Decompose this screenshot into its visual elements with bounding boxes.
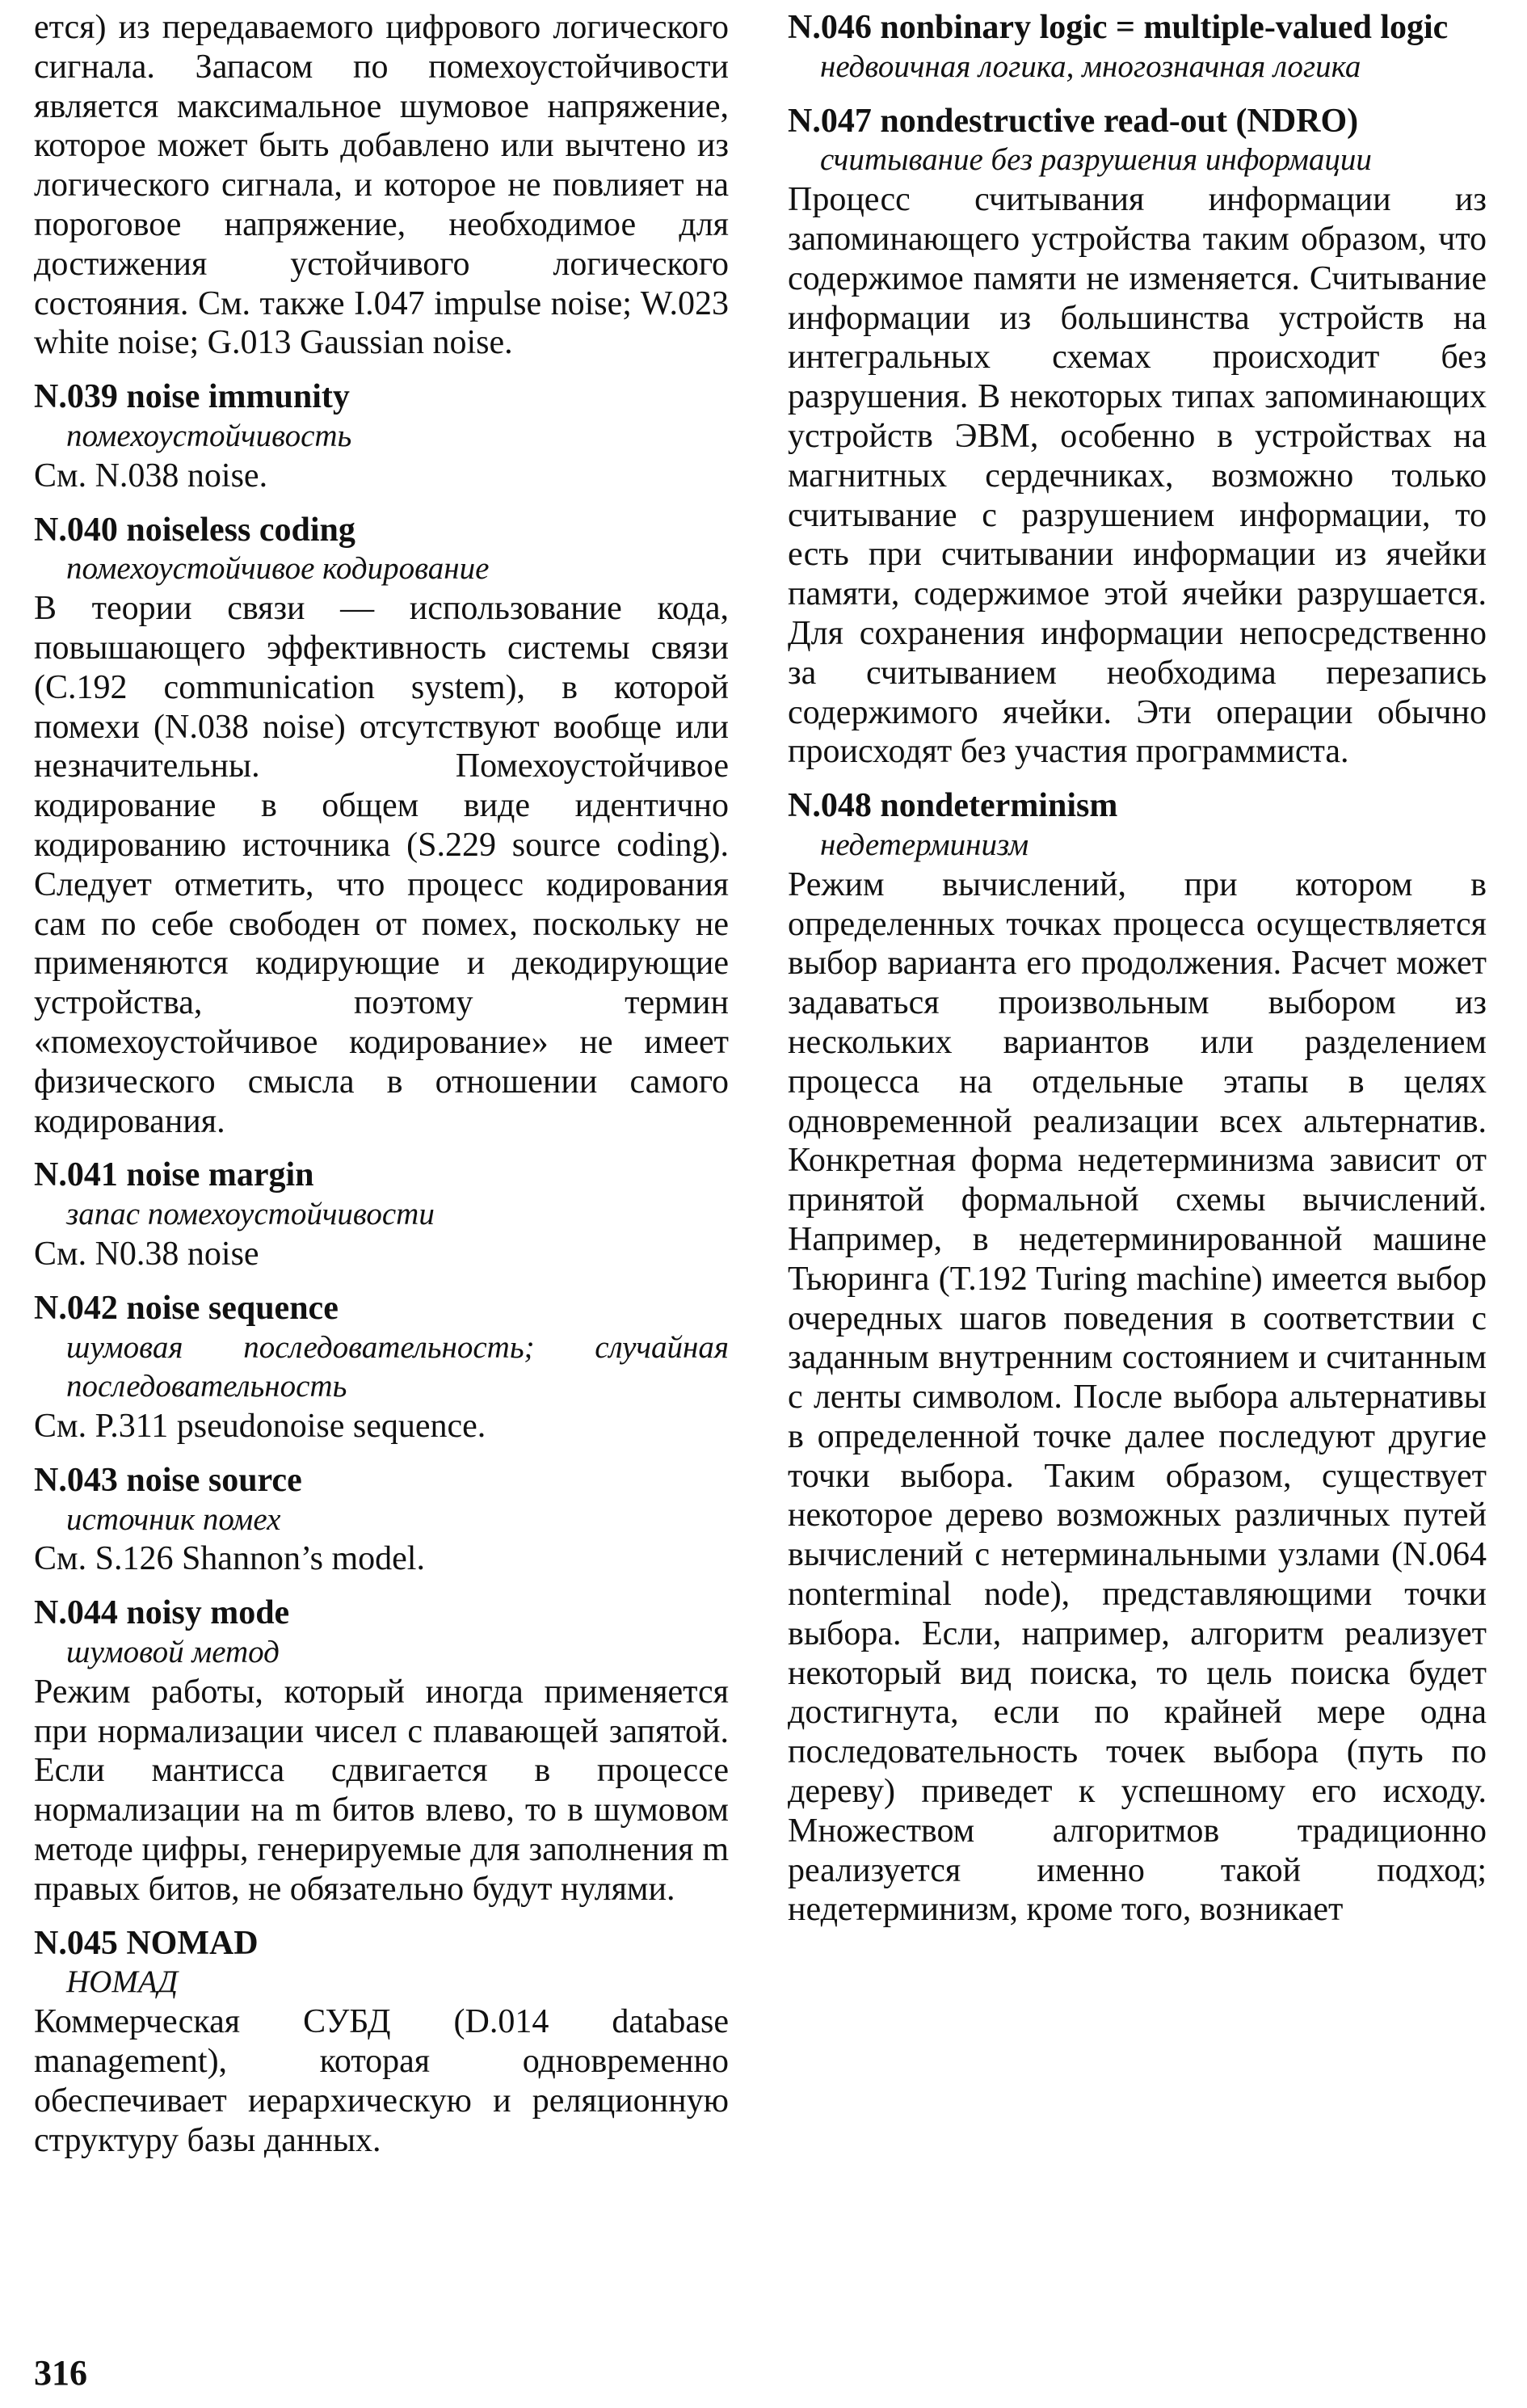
entry-heading: N.039 noise immunity <box>34 378 350 416</box>
entry-body: В теории связи — использование кода, повышающего эффективность системы связи (C.192 communication system), в которой помехи (N.038 noise) отсутствуют вообще или незначительны. Помехоустойчивое кодирование в общем виде идентично кодированию источника (S.229 source coding). Следует отметить, что процесс кодирования сам по себе свободен от помех, поскольку не применяются кодирующие и декодирующие устройства, поэтому термин «помехоустойчивое кодирование» не имеет физического смысла в отношении самого кодирования. <box>34 590 729 1140</box>
entry-n047 <box>788 102 1487 772</box>
entry-translation: источник помех <box>66 1501 281 1537</box>
entry-n040 <box>34 511 729 1142</box>
entry-body: Режим вычислений, при котором в определенных точках процесса осуществляется выбор варианта его продолжения. Расчет может задаваться произвольным выбором из нескольких вариантов или разделением процесса на отдельные этапы в целях одновременной реализации всех альтернатив. Конкретная форма недетерминизма зависит от принятой формальной схемы вычислений. Например, в недетерминированной машине Тьюринга (T.192 Turing machine) имеется выбор очередных шагов поведения в соответствии с заданным внутренним состоянием и считанным с ленты символом. После выбора альтернативы в определенной точке далее последуют другие точки выбора. Таким образом, существует некоторое дерево возможных различных путей вычислений с нетерминальными узлами (N.064 nonterminal node), представляющими точки выбора. Если, например, алгоритм реализует некоторый вид поиска, то цель поиска будет достигнута, если по крайней мере одна последовательность точек выбора (путь по дереву) приведет к успешному его исходу. Множеством алгоритмов традиционно реализуется именно такой подход; недетерминизм, кроме того, возникает <box>788 865 1487 1929</box>
entry-n042 <box>34 1289 729 1446</box>
entry-body: Режим работы, который иногда применяется при нормализации чисел с плавающей запятой. Если мантисса сдвигается в процессе нормализации на m битов влево, то в шумовом методе цифры, генерируемые для заполнения m правых битов, не обязательно будут нулями. <box>34 1673 729 1908</box>
entry-translation: считывание без разрушения информации <box>820 142 1372 178</box>
entry-body: Коммерческая СУБД (D.014 database management), которая одновременно обеспечивает иерархическую и реляционную структуру базы данных. <box>34 2003 729 2159</box>
entry-heading: N.041 noise margin <box>34 1156 314 1194</box>
entry-body: См. S.126 Shannon’s model. <box>34 1540 425 1578</box>
entry-n045 <box>34 1924 729 2161</box>
entry-heading: N.042 noise sequence <box>34 1289 339 1327</box>
entry-translation: НОМАД <box>66 1964 179 2000</box>
entry-heading: N.046 nonbinary logic = multiple-valued logic <box>788 9 1449 46</box>
entry-heading: N.043 noise source <box>34 1461 302 1499</box>
entry-translation: недвоичная логика, многозначная логика <box>820 48 1361 84</box>
entry-body: См. P.311 pseudonoise sequence. <box>34 1408 486 1446</box>
right-column <box>788 8 1487 1930</box>
entry-translation: шумовая последовательность; случайная последовательность <box>66 1329 729 1404</box>
entry-n043 <box>34 1461 729 1579</box>
entry-translation: запас помехоустойчивости <box>66 1197 435 1232</box>
continued-paragraph: ется) из передаваемого цифрового логического сигнала. Запасом по помехоустойчивости является максимальное шумовое напряжение, которое может быть добавлено или вычтено из логического сигнала, и которое не повлияет на пороговое напряжение, необходимое для достижения устойчивого логического состояния. См. также I.047 impulse noise; W.023 white noise; G.013 Gaussian noise. <box>34 9 729 362</box>
entry-n041 <box>34 1156 729 1273</box>
entry-n046 <box>788 8 1487 87</box>
page-number: 316 <box>34 2353 87 2393</box>
left-column <box>34 8 729 2160</box>
entry-n039 <box>34 377 729 495</box>
entry-n044 <box>34 1593 729 1909</box>
entry-body: Процесс считывания информации из запоминающего устройства таким образом, что содержимое памяти не изменяется. Считывание информации из большинства устройств на интегральных схемах происходит без разрушения. В некоторых типах запоминающих устройств ЭВМ, особенно в устройствах на магнитных сердечниках, возможно только считывание с разрушением информации, то есть при считывании информации из ячейки памяти, содержимое этой ячейки разрушается. Для сохранения информации непосредственно за считыванием необходима перезапись содержимого ячейки. Эти операции обычно происходят без участия программиста. <box>788 181 1487 771</box>
entry-heading: N.044 noisy mode <box>34 1594 290 1632</box>
entry-translation: помехоустойчивое кодирование <box>66 551 490 587</box>
entry-body: См. N0.38 noise <box>34 1235 259 1273</box>
entry-translation: недетерминизм <box>820 827 1029 862</box>
entry-body: См. N.038 noise. <box>34 457 268 495</box>
entry-heading: N.040 noiseless coding <box>34 511 355 549</box>
entry-translation: помехоустойчивость <box>66 418 352 453</box>
entry-heading: N.045 NOMAD <box>34 1924 259 1962</box>
entry-heading: N.047 nondestructive read-out (NDRO) <box>788 102 1359 140</box>
entry-n048 <box>788 786 1487 1930</box>
entry-heading: N.048 nondeterminism <box>788 787 1118 825</box>
entry-translation: шумовой метод <box>66 1635 280 1670</box>
